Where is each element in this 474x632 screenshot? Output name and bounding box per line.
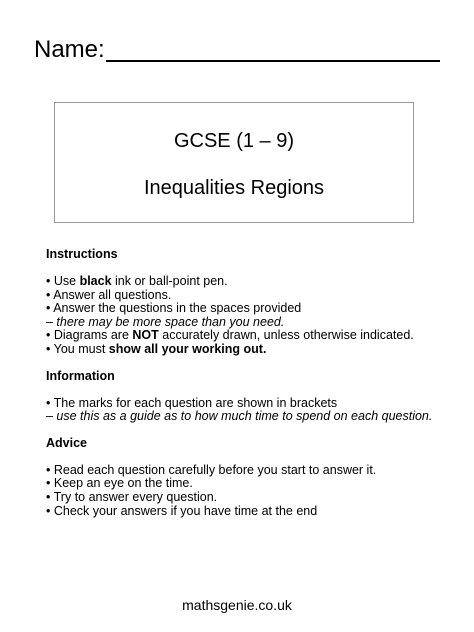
instruction-item: • You must show all your working out. (46, 341, 267, 356)
information-heading: Information (46, 368, 115, 383)
bullet: • (46, 287, 51, 302)
instructions-content (46, 248, 456, 518)
bullet: • (46, 489, 51, 504)
bullet: • (46, 301, 51, 316)
footer-website: mathsgenie.co.uk (182, 597, 292, 613)
bullet: • (46, 462, 51, 477)
bullet: • (46, 274, 51, 288)
name-underline (106, 60, 440, 62)
bullet: • (46, 476, 51, 491)
title-box (54, 102, 414, 223)
information-item: • The marks for each question are shown in brackets (46, 395, 338, 410)
course-title: GCSE (1 – 9) (173, 130, 295, 152)
advice-item: • Check your answers if you have time at the end (46, 503, 318, 518)
name-label: Name: (34, 36, 105, 63)
instructions-heading: Instructions (46, 247, 118, 261)
bullet: • (46, 341, 51, 356)
instruction-item: • Answer all questions. (46, 287, 172, 302)
bullet: • (46, 328, 51, 343)
name-field (34, 34, 444, 68)
advice-item: • Read each question carefully before you start to answer it. (46, 462, 377, 477)
instruction-item: • Use black ink or ball-point pen. (46, 274, 228, 288)
bullet: • (46, 395, 51, 410)
instruction-item: • Diagrams are NOT accurately drawn, unless otherwise indicated. (46, 328, 414, 343)
advice-item: • Keep an eye on the time. (46, 476, 193, 491)
instruction-item: • Answer the questions in the spaces provided (46, 301, 302, 316)
bullet: • (46, 503, 51, 518)
information-note: – use this as a guide as to how much time to spend on each question. (46, 409, 433, 424)
topic-title: Inequalities Regions (143, 177, 325, 199)
instruction-note: – there may be more space than you need. (46, 314, 285, 329)
advice-heading: Advice (46, 435, 87, 450)
advice-item: • Try to answer every question. (46, 489, 218, 504)
